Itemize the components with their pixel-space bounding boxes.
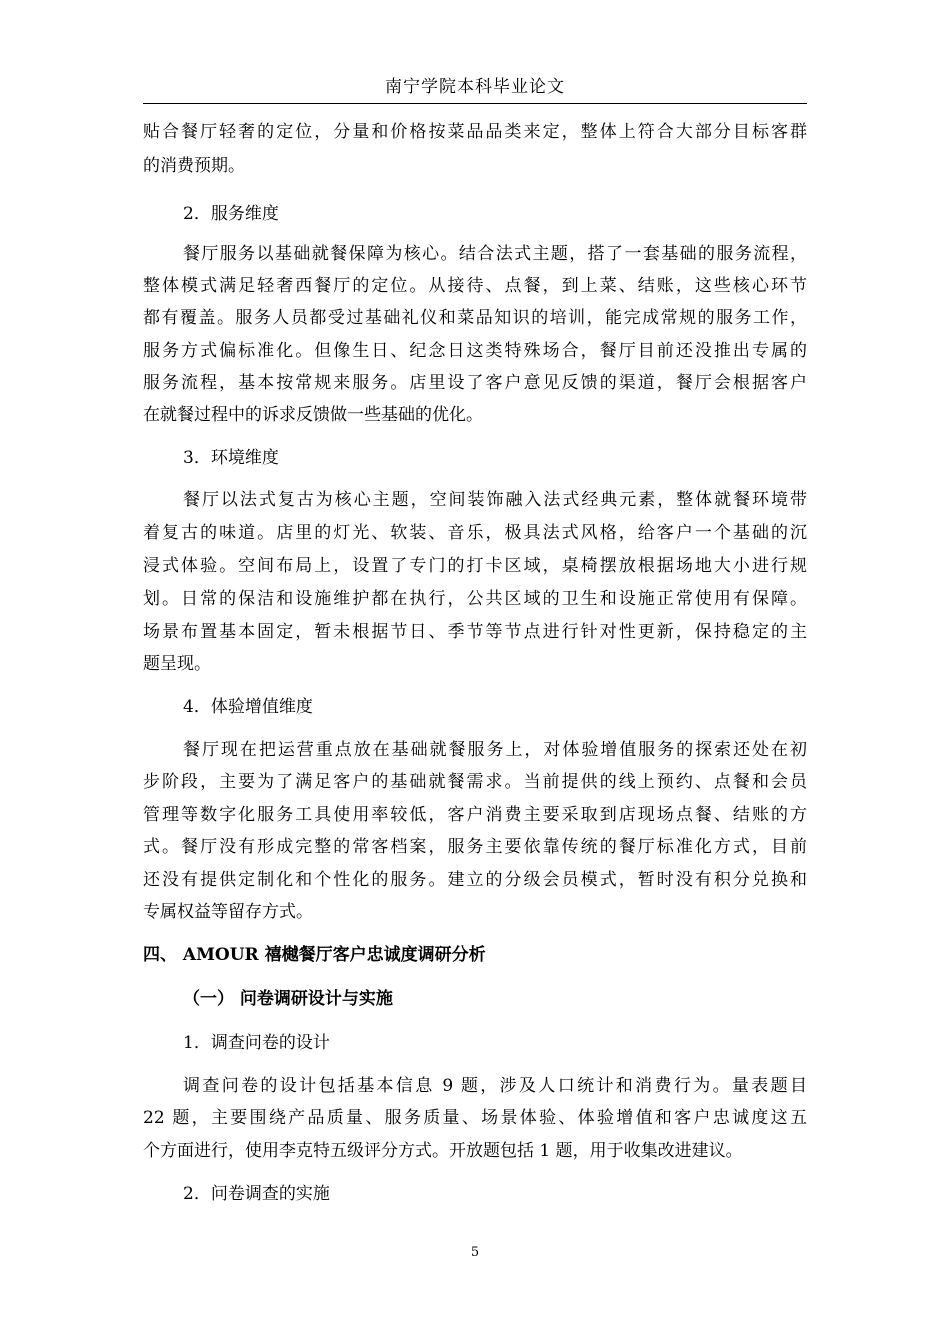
body-line: 场景布置基本固定，暂未根据节日、季节等节点进行针对性更新，保持稳定的主 (143, 622, 807, 642)
subsection-heading: 4．体验增值维度 (183, 697, 313, 717)
body-line: 服务流程，基本按常规来服务。店里设了客户意见反馈的渠道，餐厅会根据客户 (143, 373, 807, 393)
subsection-heading: 3．环境维度 (183, 448, 279, 468)
body-line: 在就餐过程中的诉求反馈做一些基础的优化。 (143, 405, 483, 425)
header-rule (143, 103, 807, 104)
body-line: 个方面进行，使用李克特五级评分方式。开放题包括 1 题，用于收集改进建议。 (143, 1141, 743, 1161)
body-line: 步阶段，主要为了满足客户的基础就餐需求。当前提供的线上预约、点餐和会员 (143, 772, 807, 792)
body-line: 还没有提供定制化和个性化的服务。建立的分级会员模式，暂时没有积分兑换和 (143, 870, 807, 890)
paragraph-first-line: 调查问卷的设计包括基本信息 9 题，涉及人口统计和消费行为。量表题目 (183, 1076, 807, 1096)
paragraph-first-line: 餐厅服务以基础就餐保障为核心。结合法式主题，搭了一套基础的服务流程， (183, 244, 807, 264)
body-line: 22 题，主要围绕产品质量、服务质量、场景体验、体验增值和客户忠诚度这五 (143, 1108, 807, 1128)
paragraph-first-line: 餐厅现在把运营重点放在基础就餐服务上，对体验增值服务的探索还处在初 (183, 740, 807, 760)
chapter-heading: 四、 AMOUR 禧樾餐厅客户忠诚度调研分析 (143, 945, 486, 965)
subsection-heading: 2．服务维度 (183, 204, 279, 224)
body-line: 专属权益等留存方式。 (143, 902, 313, 922)
body-line: 题呈现。 (143, 654, 211, 674)
body-line: 整体模式满足轻奢西餐厅的定位。从接待、点餐，到上菜、结账，这些核心环节 (143, 276, 807, 296)
body-line: 都有覆盖。服务人员都受过基础礼仪和菜品知识的培训，能完成常规的服务工作， (143, 308, 807, 328)
body-line: 式。餐厅没有形成完整的常客档案，服务主要依靠传统的餐厅标准化方式，目前 (143, 837, 807, 857)
subsection-heading: 2．问卷调查的实施 (183, 1184, 330, 1204)
body-line: 管理等数字化服务工具使用率较低，客户消费主要采取到店现场点餐、结账的方 (143, 805, 807, 825)
page-number: 5 (470, 1245, 480, 1260)
body-line: 划。日常的保洁和设施维护都在执行，公共区域的卫生和设施正常使用有保障。 (143, 589, 807, 609)
body-line: 着复古的味道。店里的灯光、软装、音乐，极具法式风格，给客户一个基础的沉 (143, 523, 807, 543)
body-line: 的消费预期。 (143, 156, 245, 176)
body-line: 浸式体验。空间布局上，设置了专门的打卡区域，桌椅摆放根据场地大小进行规 (143, 556, 807, 576)
section-heading: （一） 问卷调研设计与实施 (183, 989, 393, 1009)
page-header-title: 南宁学院本科毕业论文 (385, 77, 565, 97)
subsection-heading: 1．调查问卷的设计 (183, 1033, 330, 1053)
body-line: 贴合餐厅轻奢的定位，分量和价格按菜品品类来定，整体上符合大部分目标客群 (143, 122, 807, 142)
paragraph-first-line: 餐厅以法式复古为核心主题，空间装饰融入法式经典元素，整体就餐环境带 (183, 490, 807, 510)
body-line: 服务方式偏标准化。但像生日、纪念日这类特殊场合，餐厅目前还没推出专属的 (143, 341, 807, 361)
